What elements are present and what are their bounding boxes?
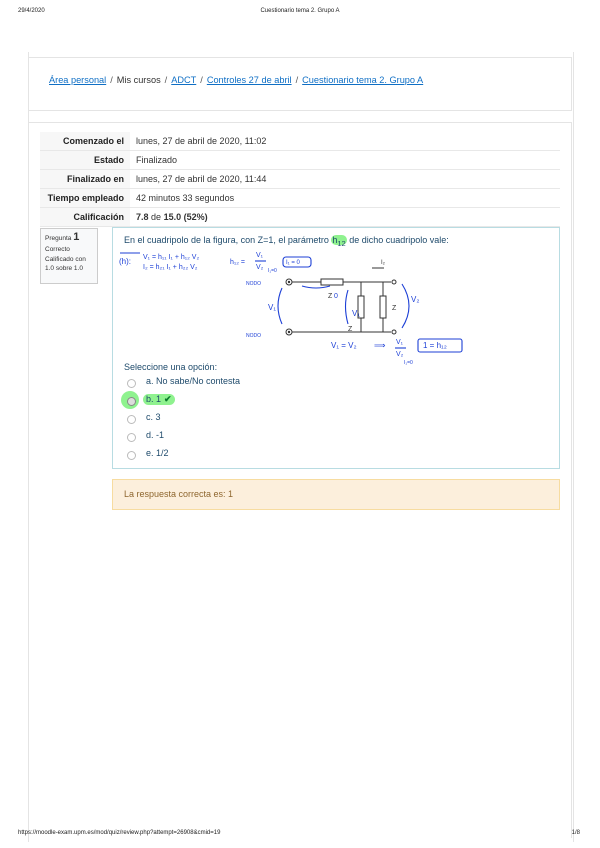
question-param: h: [332, 235, 338, 245]
state-value: Finalizado: [130, 151, 560, 170]
correct-answer-feedback: [112, 479, 560, 510]
implies-arrow: ⟹: [374, 341, 386, 350]
summary-row-time: [40, 189, 560, 208]
time-value: 42 minutos 33 segundos: [130, 189, 560, 208]
finished-value: lunes, 27 de abril de 2020, 11:44: [130, 170, 560, 189]
radio-button[interactable]: [127, 451, 136, 460]
feedback-text: La respuesta correcta es: 1: [124, 489, 234, 499]
output-terminal-top: [392, 280, 396, 284]
question-number-value: 1: [73, 231, 80, 243]
summary-row-finished: [40, 170, 560, 189]
finished-label: Finalizado en: [40, 170, 130, 189]
i2-label: I₂: [381, 260, 385, 266]
h12-equals: h₁₂ =: [230, 259, 246, 266]
v2-right-label: V₂: [411, 295, 420, 304]
state-label: Estado: [40, 151, 130, 170]
grade-score: 7.8: [136, 212, 149, 222]
summary-row-started: [40, 132, 560, 151]
breadcrumb-separator: /: [295, 75, 299, 85]
v1-middle-arrow: [346, 290, 349, 324]
breadcrumb-container: [28, 57, 572, 111]
question-label: Pregunta: [45, 235, 72, 242]
radio-button[interactable]: [127, 379, 136, 388]
shunt-resistor-2: [380, 296, 386, 318]
print-title: Cuestionario tema 2. Grupo A: [260, 8, 340, 14]
h-equation-1: V₁ = h₁₁ I₁ + h₁₂ V₂: [143, 254, 200, 261]
started-label: Comenzado el: [40, 132, 130, 151]
h12-denominator: V₂: [256, 264, 264, 271]
answer-label: e. 1/2: [146, 448, 169, 458]
answer-label-text: b. 1: [146, 394, 162, 404]
i1-zero-note: I₁ = 0: [286, 260, 300, 266]
summary-row-grade: [40, 208, 560, 227]
question-number: [45, 232, 93, 244]
question-param-subscript: 12: [337, 238, 346, 248]
h12-numerator: V₁: [256, 252, 264, 259]
grade-max: 15.0: [163, 212, 182, 222]
breadcrumb-area-personal[interactable]: Área personal: [49, 75, 107, 85]
series-resistor: [321, 279, 343, 285]
v1-left-arrow: [278, 288, 282, 324]
print-url: https://moodle-exam.upm.es/mod/quiz/review.php?attempt=26908&cmid=19: [18, 830, 221, 836]
question-state: Correcto: [45, 246, 70, 253]
v1-left-label: V₁: [268, 303, 277, 312]
radio-button[interactable]: [127, 415, 136, 424]
question-formulation: [112, 227, 560, 469]
time-label: Tiempo empleado: [40, 189, 130, 208]
result-box-text: 1 = h₁₂: [423, 341, 447, 350]
h-equation-2: I₂ = h₂₁ I₁ + h₂₂ V₂: [143, 264, 198, 271]
breadcrumb-quiz[interactable]: Cuestionario tema 2. Grupo A: [302, 75, 424, 85]
breadcrumb-separator: /: [110, 75, 113, 85]
breadcrumb-section[interactable]: Controles 27 de abril: [206, 75, 292, 85]
answer-label: d. -1: [146, 430, 165, 440]
frac-condition: I₁=0: [404, 360, 413, 366]
radio-button[interactable]: [127, 433, 136, 442]
v1-middle-label: V₁: [352, 309, 361, 318]
breadcrumb: [49, 75, 423, 85]
frac-numerator: V₁: [396, 339, 404, 346]
node-bottom-label: NODO: [246, 333, 261, 339]
z-shunt-label-1: Z: [348, 326, 353, 333]
grade-of: de: [151, 212, 162, 222]
print-page-number: 1/8: [571, 830, 580, 836]
question-text-end: de dicho cuadripolo vale:: [346, 235, 449, 245]
z-shunt-label-2: Z: [392, 305, 397, 312]
frac-denominator: V₂: [396, 351, 404, 358]
question-text-start: En el cuadripolo de la figura, con Z=1, el parámetro: [124, 235, 332, 245]
question-mark: Calificado con 1.0 sobre 1.0: [45, 256, 86, 272]
answer-prompt: Seleccione una opción:: [124, 362, 218, 372]
grade-value: [130, 208, 560, 227]
node-top-label: NODO: [246, 281, 261, 287]
grade-percent: (52%): [183, 212, 208, 222]
answer-label: [143, 394, 175, 405]
h-label: (h):: [119, 257, 131, 266]
zero-current-arrow: [302, 286, 330, 288]
breadcrumb-course[interactable]: ADCT: [171, 75, 197, 85]
grade-label: Calificación: [40, 208, 130, 227]
breadcrumb-separator: /: [200, 75, 203, 85]
v2-right-arrow: [402, 284, 409, 328]
bottom-equation: V₁ = V₂: [331, 341, 357, 350]
input-terminal-bottom-dot: [288, 331, 290, 333]
summary-row-state: [40, 151, 560, 170]
print-date: 29/4/2020: [18, 8, 45, 14]
circuit-figure: [116, 244, 466, 374]
breadcrumb-mis-cursos: Mis cursos: [116, 75, 161, 85]
radio-button-selected[interactable]: [127, 397, 136, 406]
answer-label: a. No sabe/No contesta: [146, 376, 241, 386]
answer-label: c. 3: [146, 412, 161, 422]
z-series-label: Z: [328, 293, 333, 300]
correct-check-icon: ✔: [164, 394, 172, 404]
input-terminal-top-dot: [288, 281, 290, 283]
question-info-box: [40, 228, 98, 284]
h12-condition: I₁=0: [268, 268, 277, 274]
quiz-summary-table: [40, 132, 560, 227]
started-value: lunes, 27 de abril de 2020, 11:02: [130, 132, 560, 151]
output-terminal-bottom: [392, 330, 396, 334]
breadcrumb-separator: /: [164, 75, 168, 85]
zero-current-label: 0: [334, 293, 338, 300]
